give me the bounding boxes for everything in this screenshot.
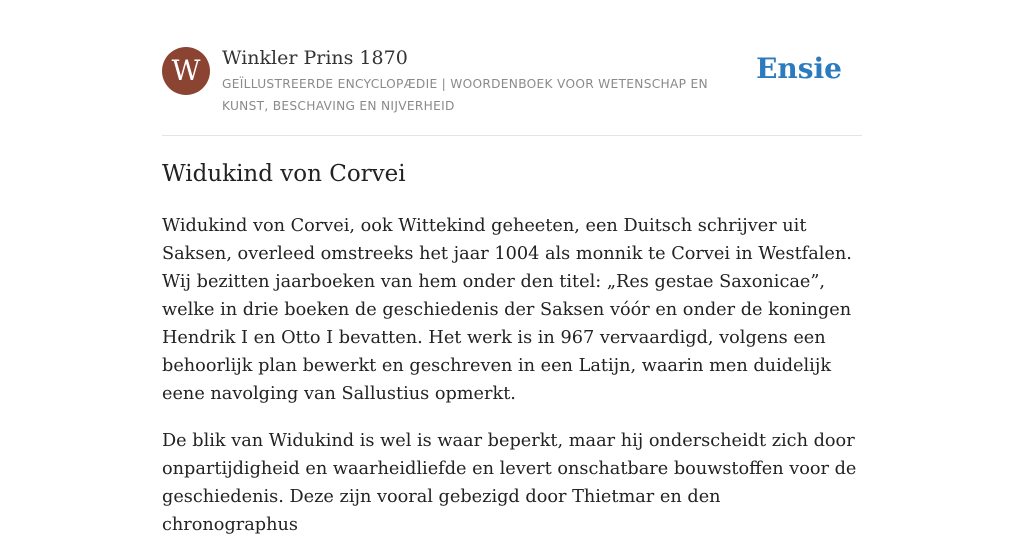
source-title[interactable]: Winkler Prins 1870 bbox=[222, 47, 408, 69]
header-divider bbox=[162, 135, 862, 136]
ensie-logo-link[interactable]: Ensie bbox=[756, 52, 842, 85]
article-paragraph: De blik van Widukind is wel is waar beperkt, maar hij onderscheidt zich door onpartijdigheid en waarheidliefde en levert onschatbare bouwstoffen voor de geschiedenis. Deze zijn vooral gebezigd door Thietmar en den chronographus bbox=[162, 431, 857, 535]
article-paragraph: Widukind von Corvei, ook Wittekind geheeten, een Duitsch schrijver uit Saksen, overleed omstreeks het jaar 1004 als monnik te Corvei in Westfalen. Wij bezitten jaarboeken van hem onder den titel: „Res gestae Saxonicae”, welke in drie boeken de geschiedenis der Saksen vóór en onder de koningen Hendrik I en Otto I bevatten. Het werk is in 967 vervaardigd, volgens een behoorlijk plan bewerkt en geschreven in een Latijn, waarin men duidelijk eene navolging van Sallustius opmerkt. bbox=[162, 216, 852, 404]
article-body bbox=[162, 212, 862, 558]
source-avatar[interactable]: W bbox=[162, 47, 210, 95]
source-header bbox=[162, 46, 862, 116]
article-title: Widukind von Corvei bbox=[162, 161, 406, 187]
source-subtitle: GEÏLLUSTREERDE ENCYCLOPÆDIE | WOORDENBOEK VOOR WETENSCHAP EN KUNST, BESCHAVING EN NIJVERHEID bbox=[222, 77, 708, 113]
